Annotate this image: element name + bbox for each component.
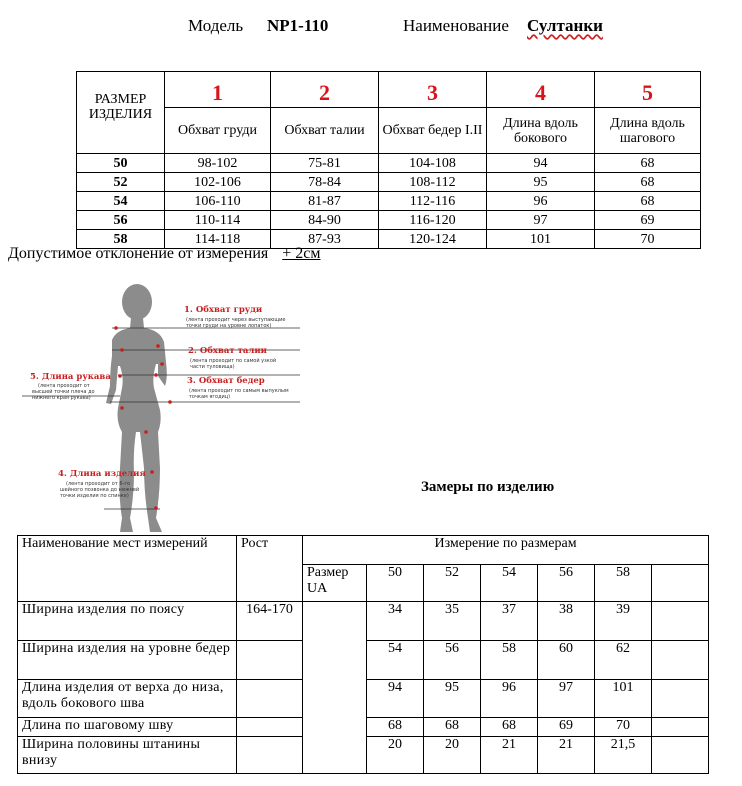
table-cell: 94 — [367, 680, 424, 718]
size-value: 54 — [481, 565, 538, 602]
table-cell: 84-90 — [271, 211, 379, 230]
table-cell: 101 — [595, 680, 652, 718]
empty-cell — [652, 737, 709, 774]
size-table-label-row — [77, 108, 701, 154]
size-corner-label: РАЗМЕР ИЗДЕЛИЯ — [77, 72, 165, 154]
table-cell: 108-112 — [379, 173, 487, 192]
table-cell: 62 — [595, 641, 652, 680]
table-cell: 78-84 — [271, 173, 379, 192]
column-number: 1 — [165, 72, 271, 108]
table-cell: 69 — [538, 718, 595, 737]
table-cell: 95 — [487, 173, 595, 192]
product-name-value: Султанки — [527, 16, 603, 35]
table-cell: 87-93 — [271, 230, 379, 249]
row-size: 50 — [77, 154, 165, 173]
table-cell: 75-81 — [271, 154, 379, 173]
size-value: 58 — [595, 565, 652, 602]
table-cell: 37 — [481, 602, 538, 641]
table-cell: 70 — [595, 718, 652, 737]
row-size: 52 — [77, 173, 165, 192]
table-cell: 21,5 — [595, 737, 652, 774]
figure-note: (лента проходит по самым выпуклым — [189, 388, 289, 394]
row-name: Длина по шаговому шву — [18, 718, 237, 737]
table-cell: 101 — [487, 230, 595, 249]
figure-label-waist: 2. Обхват талии — [188, 346, 267, 356]
size-value: 52 — [424, 565, 481, 602]
table-cell: 97 — [487, 211, 595, 230]
size-value: 56 — [538, 565, 595, 602]
row-name: Ширина изделия по поясу — [18, 602, 237, 641]
figure-label-length: 4. Длина изделия — [58, 469, 146, 479]
empty-cell — [652, 565, 709, 602]
table-cell: 20 — [367, 737, 424, 774]
empty-cell — [237, 718, 303, 737]
size-ua-label: Размер UA — [303, 565, 367, 602]
table-cell: 68 — [424, 718, 481, 737]
size-table-number-row — [77, 72, 701, 108]
table-cell: 39 — [595, 602, 652, 641]
model-value: NP1-110 — [267, 16, 329, 35]
column-number: 4 — [487, 72, 595, 108]
measurements-title: Замеры по изделию — [421, 479, 555, 495]
row-size: 54 — [77, 192, 165, 211]
col-sizes-header: Измерение по размерам — [303, 536, 709, 565]
figure-note: точки изделия по спинке) — [60, 493, 129, 499]
table-cell: 70 — [595, 230, 701, 249]
table-cell: 95 — [424, 680, 481, 718]
column-number: 3 — [379, 72, 487, 108]
figure-note: нижнего края рукава) — [32, 395, 91, 401]
figure-note: части туловища) — [190, 364, 235, 370]
col-height-header: Рост — [237, 536, 303, 602]
height-value: 164-170 — [237, 602, 303, 641]
figure-label-sleeve: 5. Длина рукава — [30, 372, 111, 382]
measurements-table — [17, 535, 709, 774]
table-cell: 21 — [481, 737, 538, 774]
empty-cell — [652, 641, 709, 680]
row-size: 58 — [77, 230, 165, 249]
table-cell: 35 — [424, 602, 481, 641]
figure-note: (лента проходит через выступающие — [186, 317, 286, 323]
table-cell: 56 — [424, 641, 481, 680]
table-cell: 68 — [595, 192, 701, 211]
column-label: Обхват талии — [271, 108, 379, 154]
table-cell: 68 — [595, 173, 701, 192]
product-name-label: Наименование — [403, 16, 509, 35]
table-cell: 94 — [487, 154, 595, 173]
table-cell: 34 — [367, 602, 424, 641]
col-name-header: Наименование мест измерений — [18, 536, 237, 602]
table-cell: 116-120 — [379, 211, 487, 230]
figure-note: (лента проходит от 6-го — [66, 481, 131, 487]
size-table — [76, 71, 701, 249]
table-cell: 96 — [487, 192, 595, 211]
table-row — [18, 602, 709, 641]
column-label: Длина вдоль шагового — [595, 108, 701, 154]
table-cell: 110-114 — [165, 211, 271, 230]
body-measurement-figure — [0, 282, 310, 542]
table-row — [77, 154, 701, 173]
figure-label-chest: 1. Обхват груди — [184, 305, 263, 315]
empty-cell — [652, 718, 709, 737]
column-label: Длина вдоль бокового — [487, 108, 595, 154]
table-row — [77, 211, 701, 230]
figure-label-hips: 3. Обхват бедер — [187, 376, 265, 386]
header-row — [18, 536, 709, 565]
figure-note: точки груди на уровне лопаток) — [186, 323, 272, 329]
row-name: Ширина половины штанины внизу — [18, 737, 237, 774]
table-cell: 104-108 — [379, 154, 487, 173]
figure-note: шейного позвонка до нижней — [60, 487, 140, 493]
empty-cell — [652, 680, 709, 718]
table-cell: 60 — [538, 641, 595, 680]
table-cell: 69 — [595, 211, 701, 230]
empty-cell — [237, 641, 303, 680]
size-value: 50 — [367, 565, 424, 602]
row-name: Ширина изделия на уровне бедер — [18, 641, 237, 680]
row-name: Длина изделия от верха до низа, вдоль бокового шва — [18, 680, 237, 718]
row-size: 56 — [77, 211, 165, 230]
tolerance-note — [8, 245, 320, 263]
empty-cell — [652, 602, 709, 641]
model-label: Модель — [188, 16, 244, 35]
table-cell: 114-118 — [165, 230, 271, 249]
empty-cell — [303, 602, 367, 774]
table-cell: 38 — [538, 602, 595, 641]
figure-note: точкам ягодиц) — [189, 394, 231, 400]
table-cell: 68 — [481, 718, 538, 737]
table-cell: 68 — [595, 154, 701, 173]
table-row — [77, 173, 701, 192]
table-cell: 98-102 — [165, 154, 271, 173]
column-number: 5 — [595, 72, 701, 108]
figure-note: (лента проходит от — [38, 383, 90, 389]
table-row — [77, 192, 701, 211]
table-cell: 20 — [424, 737, 481, 774]
empty-cell — [237, 680, 303, 718]
column-label: Обхват бедер I.II — [379, 108, 487, 154]
figure-note: высшей точки плеча до — [32, 389, 95, 395]
table-cell: 106-110 — [165, 192, 271, 211]
table-cell: 120-124 — [379, 230, 487, 249]
tolerance-value: + 2см — [282, 245, 321, 262]
table-cell: 54 — [367, 641, 424, 680]
figure-note: (лента проходит по самой узкой — [190, 358, 277, 364]
table-cell: 81-87 — [271, 192, 379, 211]
column-label: Обхват груди — [165, 108, 271, 154]
table-cell: 58 — [481, 641, 538, 680]
table-cell: 21 — [538, 737, 595, 774]
table-cell: 102-106 — [165, 173, 271, 192]
table-cell: 112-116 — [379, 192, 487, 211]
table-cell: 96 — [481, 680, 538, 718]
empty-cell — [237, 737, 303, 774]
table-cell: 68 — [367, 718, 424, 737]
column-number: 2 — [271, 72, 379, 108]
table-cell: 97 — [538, 680, 595, 718]
tolerance-text: Допустимое отклонение от измерения — [8, 245, 269, 262]
